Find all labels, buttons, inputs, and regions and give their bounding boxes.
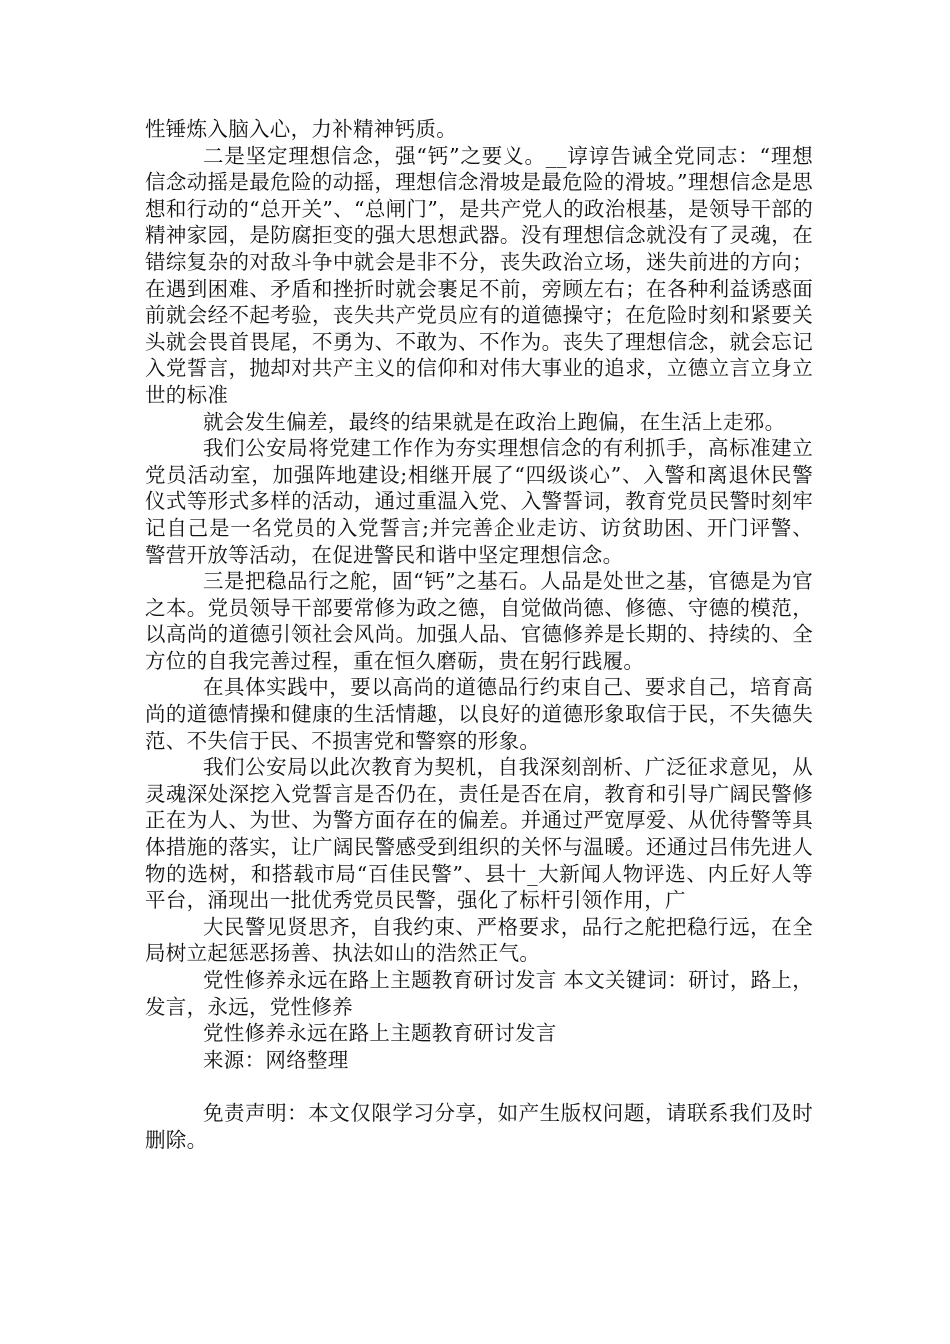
paragraph-5: 三是把稳品行之舵，固“钙”之基石。人品是处世之基，官德是为官之本。党员领导干部要常修为政之德，自觉做尚德、修德、守德的模范，以高尚的道德引领社会风尚。加强人品、官德修养是长期的、持续的、全方位的自我完善过程，重在恒久磨砺，贵在躬行践履。	[145, 569, 813, 673]
paragraph-1: 性锤炼入脑入心，力补精神钙质。	[145, 117, 457, 141]
paragraph-7: 我们公安局以此次教育为契机，自我深刻剖析、广泛征求意见，从灵魂深处深挖入党誓言是否仍在，责任是否在肩，教育和引导广阔民警修正在为人、为世、为警方面存在的偏差。并通过严宽厚爱、从优待警等具体措施的落实，让广阔民警感受到组织的关怀与温暖。还通过吕伟先进人物的选树，和搭载市局“百佳民警”、县十_大新闻人物评选、内丘好人等平台，涌现出一批优秀党员民警，强化了标杆引领作用，广	[145, 755, 813, 913]
disclaimer-line: 免责声明：本文仅限学习分享，如产生版权问题，请联系我们及时删除。	[145, 1100, 813, 1152]
paragraph-3: 就会发生偏差，最终的结果就是在政治上跑偏，在生活上走邪。	[203, 409, 786, 434]
document-body	[145, 116, 813, 1153]
paragraph-4: 我们公安局将党建工作作为夯实理想信念的有利抓手，高标准建立党员活动室，加强阵地建设;相继开展了“四级谈心”、入警和离退休民警仪式等形式多样的活动，通过重温入党、入警誓词，教育党员民警时刻牢记自己是一名党员的入党誓言;并完善企业走访、访贫助困、开门评警、警营开放等活动，在促进警民和谐中坚定理想信念。	[145, 436, 813, 567]
blank-line	[145, 1073, 813, 1100]
paragraph-8: 大民警见贤思齐，自我约束、严格要求，品行之舵把稳行远，在全局树立起惩恶扬善、执法如山的浩然正气。	[145, 914, 813, 966]
paragraph-2: 二是坚定理想信念，强“钙”之要义。__谆谆告诫全党同志：“理想信念动摇是最危险的动摇，理想信念滑坡是最危险的滑坡。”理想信念是思想和行动的“总开关”、“总闸门”，是共产党人的政治根基，是领导干部的精神家园，是防腐拒变的强大思想武器。没有理想信念就没有了灵魂，在错综复杂的对敌斗争中就会是非不分，丧失政治立场，迷失前进的方向；在遇到困难、矛盾和挫折时就会裹足不前，旁顾左右；在各种利益诱惑面前就会经不起考验，丧失共产党员应有的道德操守；在危险时刻和紧要关头就会畏首畏尾，不勇为、不敢为、不作为。丧失了理想信念，就会忘记入党誓言，抛却对共产主义的信仰和对伟大事业的追求，立德立言立身立世的标准	[145, 143, 813, 407]
paragraph-6: 在具体实践中，要以高尚的道德品行约束自己、要求自己，培育高尚的道德情操和健康的生活情趣，以良好的道德形象取信于民，不失德失范、不失信于民、不损害党和警察的形象。	[145, 675, 813, 753]
keywords-line: 党性修养永远在路上主题教育研讨发言 本文关键词：研讨，路上，发言，永远，党性修养	[145, 968, 814, 1019]
source-line: 来源：网络整理	[203, 1047, 349, 1072]
document-title-line: 党性修养永远在路上主题教育研讨发言	[203, 1021, 557, 1046]
